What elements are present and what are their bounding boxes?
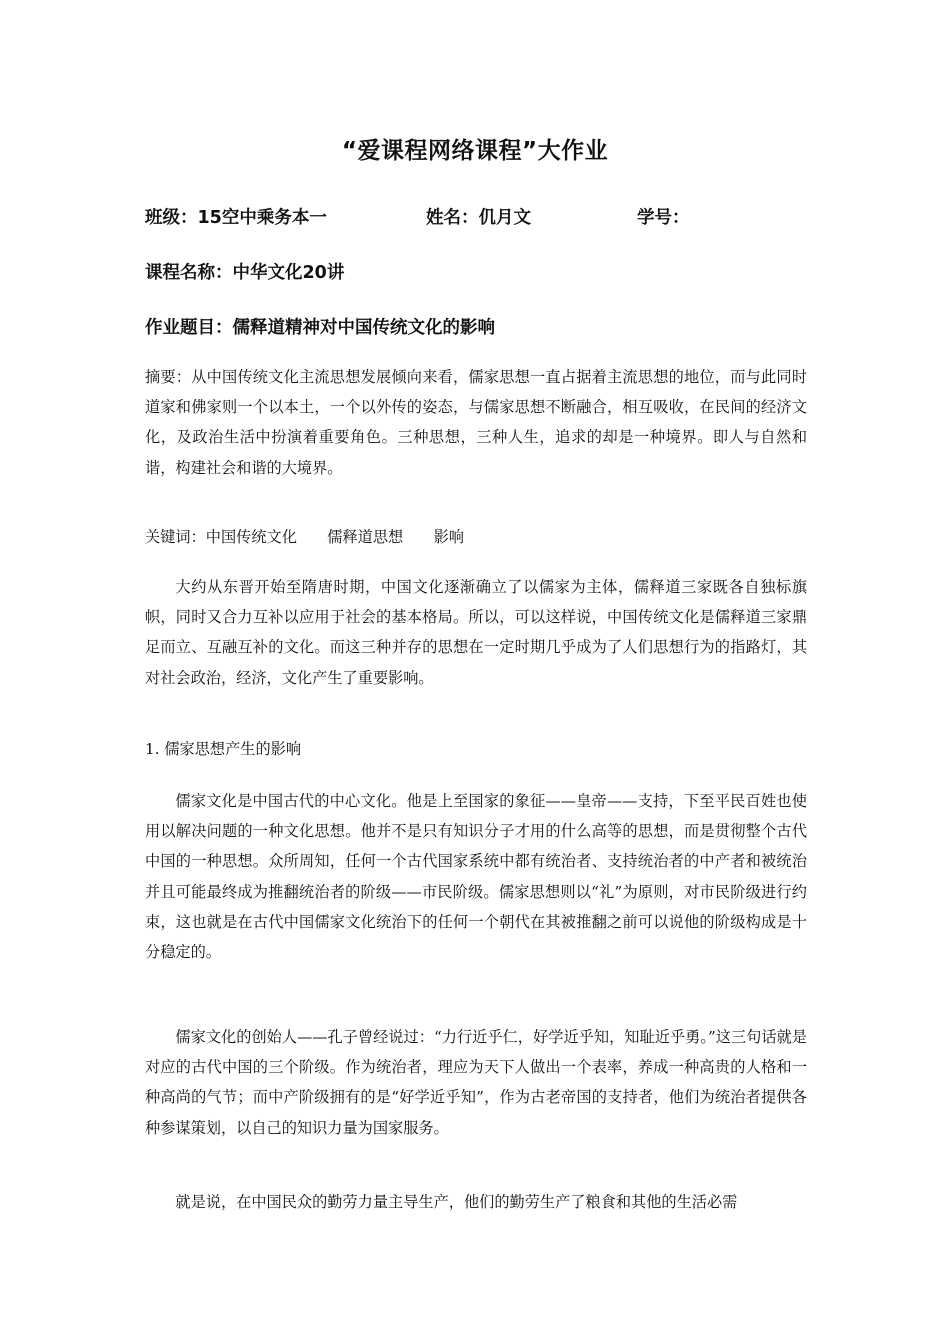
section-heading: 1. 儒家思想产生的影响 <box>145 740 302 758</box>
abstract-paragraph: 摘要：从中国传统文化主流思想发展倾向来看，儒家思想一直占据着主流思想的地位，而与此同时道家和佛家则一个以本土，一个以外传的姿态，与儒家思想不断融合，相互吸收，在民间的经济文化，及政治生活中扮演着重要角色。三种思想，三种人生，追求的却是一种境界。即人与自然和谐，构建社会和谐的大境界。 <box>145 368 807 477</box>
student-info-row <box>145 204 815 230</box>
student-id-field: 学号： <box>637 208 690 228</box>
intro-paragraph: 大约从东晋开始至隋唐时期，中国文化逐渐确立了以儒家为主体，儒释道三家既各自独标旗帜，同时又合力互补以应用于社会的基本格局。所以，可以这样说，中国传统文化是儒释道三家鼎足而立、互融互补的文化。而这三种并存的思想在一定时期几乎成为了人们思想行为的指路灯，其对社会政治，经济，文化产生了重要影响。 <box>145 578 807 687</box>
course-name: 课程名称：中华文化20讲 <box>145 263 345 283</box>
section-paragraph: 儒家文化是中国古代的中心文化。他是上至国家的象征——皇帝——支持，下至平民百姓也使用以解决问题的一种文化思想。他并不是只有知识分子才用的什么高等的思想，而是贯彻整个古代中国的一种思想。众所周知，任何一个古代国家系统中都有统治者、支持统治者的中产者和被统治并且可能最终成为推翻统治者的阶级——市民阶级。儒家思想则以“礼”为原则，对市民阶级进行约束，这也就是在古代中国儒家文化统治下的任何一个朝代在其被推翻之前可以说他的阶级构成是十分稳定的。 <box>145 792 807 962</box>
name-field: 姓名：仉月文 <box>426 208 531 228</box>
class-field: 班级：15空中乘务本一 <box>145 208 327 228</box>
keywords-line: 关键词：中国传统文化 儒释道思想 影响 <box>145 528 464 546</box>
section-paragraph: 就是说，在中国民众的勤劳力量主导生产，他们的勤劳生产了粮食和其他的生活必需 <box>175 1193 738 1211</box>
document-title: “爱课程网络课程”大作业 <box>341 138 609 164</box>
section-paragraph: 儒家文化的创始人——孔子曾经说过：“力行近乎仁，好学近乎知，知耻近乎勇。”这三句话就是对应的古代中国的三个阶级。作为统治者，理应为天下人做出一个表率，养成一种高贵的人格和一种高尚的气节；而中产阶级拥有的是“好学近乎知”，作为古老帝国的支持者，他们为统治者提供各种参谋策划，以自己的知识力量为国家服务。 <box>145 1028 807 1137</box>
assignment-topic: 作业题目：儒释道精神对中国传统文化的影响 <box>145 318 495 338</box>
